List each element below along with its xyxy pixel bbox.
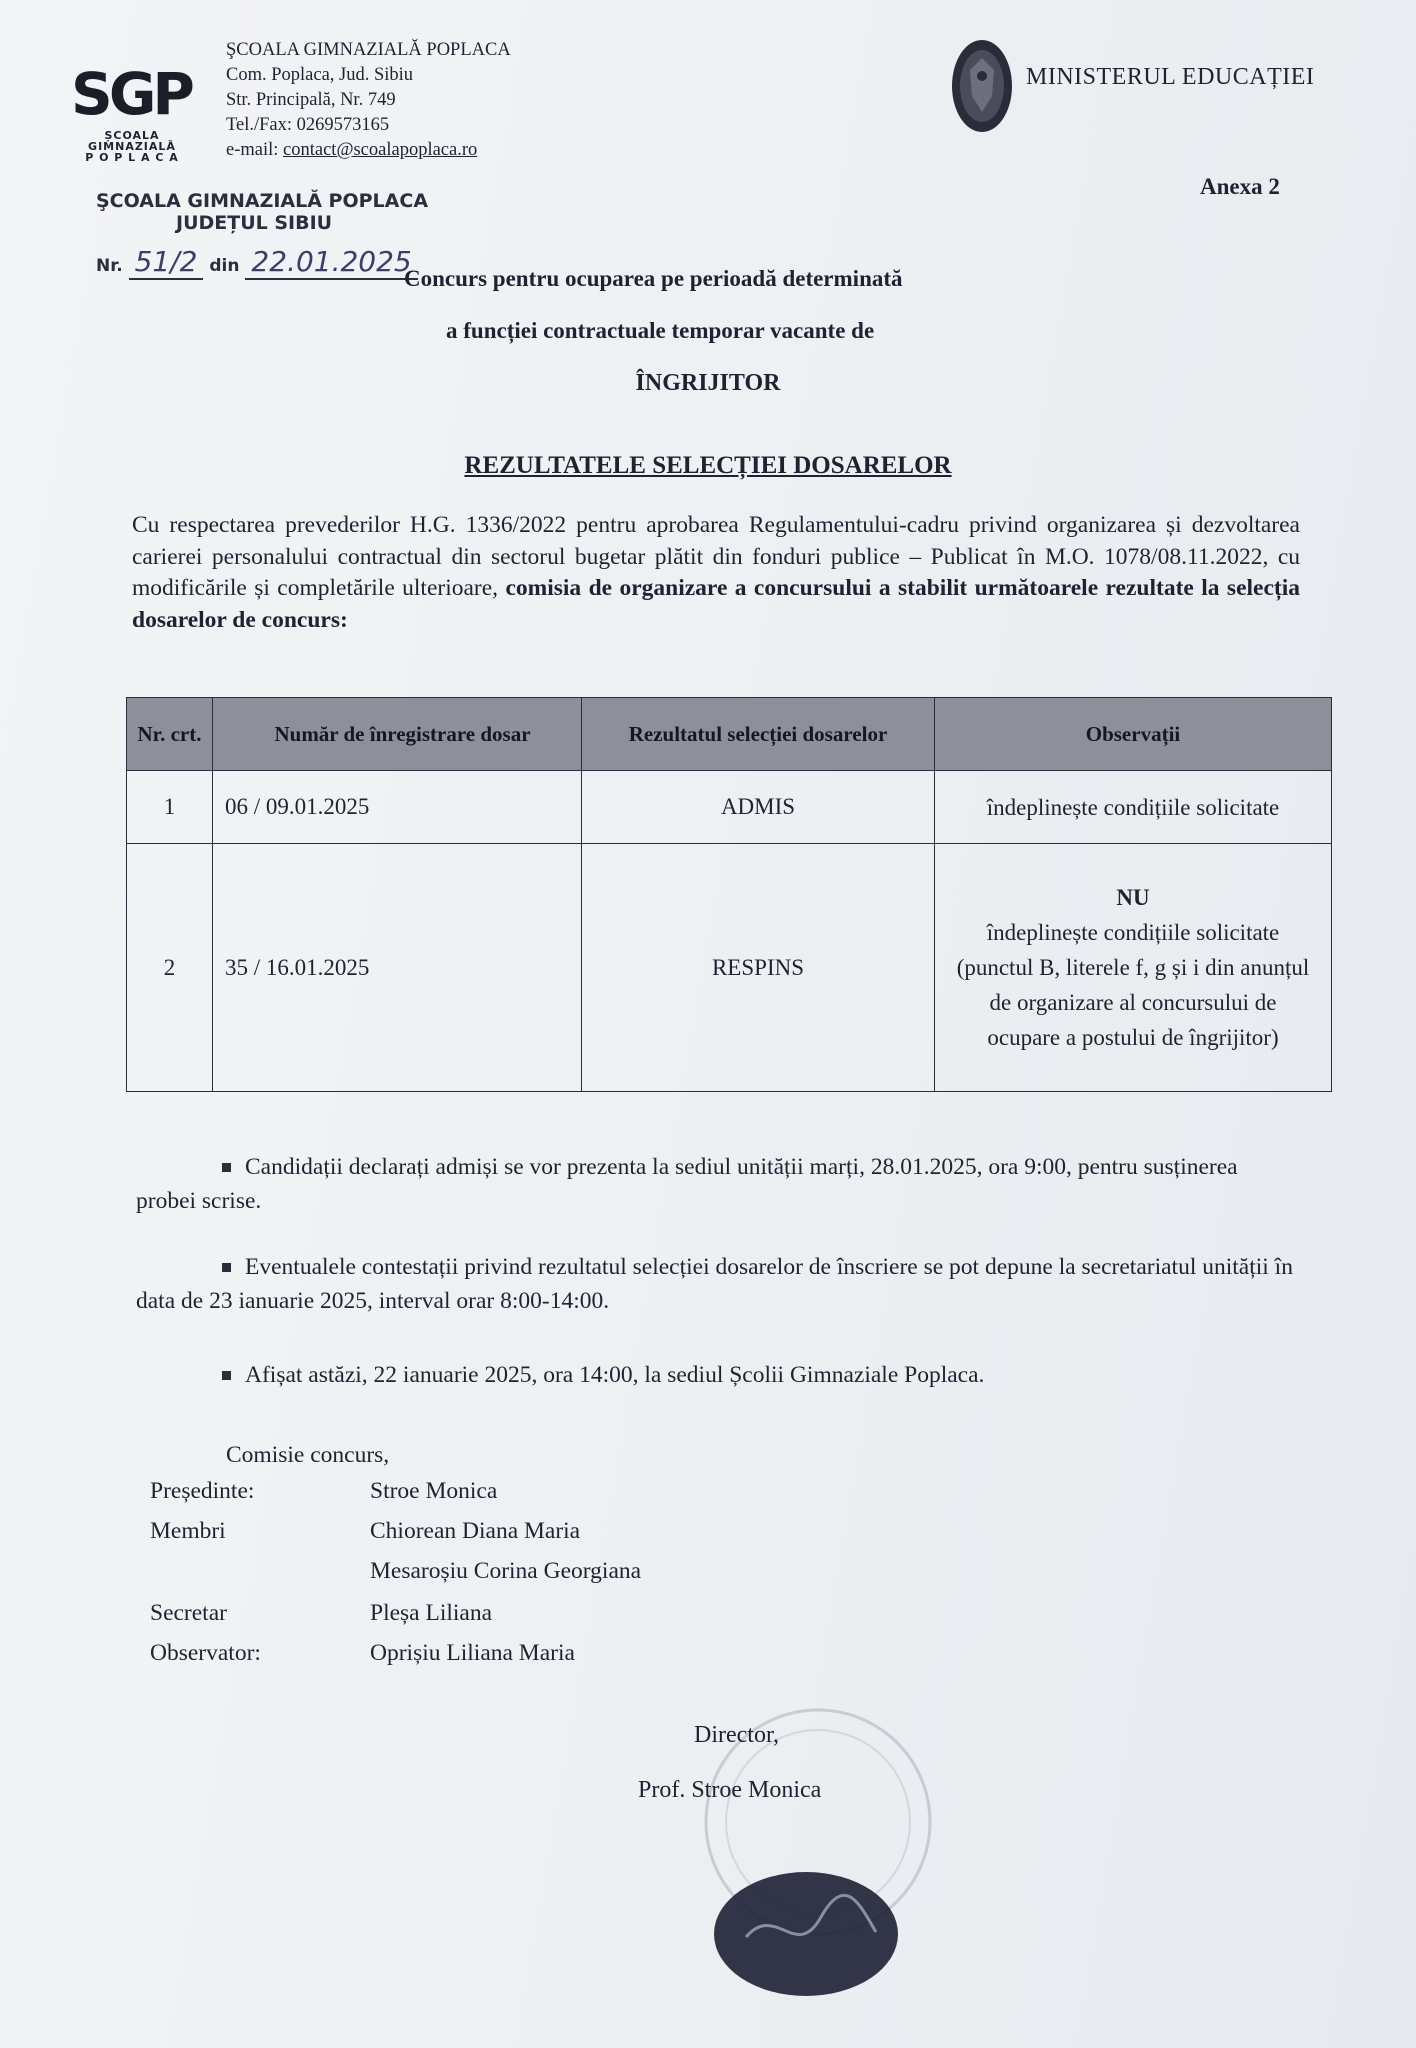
school-street: Str. Principală, Nr. 749 <box>226 90 396 110</box>
section-title-text: REZULTATELE SELECȚIEI DOSARELOR <box>464 452 952 479</box>
ministry-crest-icon <box>950 36 1014 136</box>
president-role: Președinte: <box>150 1478 255 1504</box>
annex-label: Anexa 2 <box>1200 174 1280 199</box>
header-registration: Număr de înregistrare dosar <box>213 698 582 771</box>
bullet-square-icon <box>222 1163 231 1172</box>
director-title: Director, <box>694 1722 779 1748</box>
row-result: ADMIS <box>582 771 935 844</box>
logo-caption-line: P O P L A C A <box>85 151 179 164</box>
members-role: Membri <box>150 1518 226 1544</box>
bullet-item <box>136 1250 1302 1318</box>
bullet-square-icon <box>222 1263 231 1272</box>
contest-title-line1: Concurs pentru ocuparea pe perioadă determinată <box>404 266 903 291</box>
row-registration: 06 / 09.01.2025 <box>213 771 582 844</box>
table-header-row <box>127 698 1332 771</box>
logo-caption-line: ȘCOALA <box>104 129 160 142</box>
school-commune: Com. Poplaca, Jud. Sibiu <box>226 65 414 85</box>
row-observations <box>935 844 1332 1092</box>
contest-title-line2: a funcției contractuale temporar vacante de <box>446 318 875 343</box>
stamp-county: JUDEȚUL SIBIU <box>176 212 333 234</box>
ministry-name: MINISTERUL EDUCAȚIEI <box>1026 64 1315 90</box>
secretary-name: Pleșa Liliana <box>370 1600 493 1626</box>
registration-number: 51/2 <box>129 245 204 280</box>
row-nr: 1 <box>127 771 213 844</box>
school-email-link[interactable]: contact@scoalapoplaca.ro <box>283 140 478 160</box>
bullet-item <box>222 1358 984 1392</box>
row-registration: 35 / 16.01.2025 <box>213 844 582 1092</box>
bullet-text: Afișat astăzi, 22 ianuarie 2025, ora 14:00, la sediul Școlii Gimnaziale Poplaca. <box>245 1362 985 1388</box>
bullet-text: Candidații declarați admiși se vor prezenta la sediul unității marți, 28.01.2025, ora 9:00, pentru susținerea probei scrise. <box>136 1154 1238 1214</box>
din-label: din <box>209 256 240 276</box>
row-result: RESPINS <box>582 844 935 1092</box>
section-title <box>0 452 1416 480</box>
header-observations: Observații <box>935 698 1332 771</box>
school-logo-caption <box>52 130 212 163</box>
nr-label: Nr. <box>96 256 123 276</box>
bullet-text: Eventualele contestații privind rezultatul selecției dosarelor de înscriere se pot depune la secretariatul unității în data de 23 ianuarie 2025, interval orar 8:00-14:00. <box>136 1254 1293 1314</box>
registration-number-line <box>96 245 418 280</box>
president-name: Stroe Monica <box>370 1478 498 1504</box>
director-name: Prof. Stroe Monica <box>638 1777 822 1803</box>
header-result: Rezultatul selecției dosarelor <box>582 698 935 771</box>
secretary-role: Secretar <box>150 1600 227 1626</box>
school-phone: Tel./Fax: 0269573165 <box>226 115 390 135</box>
stamp-school: ŞCOALA GIMNAZIALĂ POPLACA <box>96 190 429 212</box>
row-nr: 2 <box>127 844 213 1092</box>
member-name: Mesaroșiu Corina Georgiana <box>370 1558 642 1584</box>
school-logo-icon <box>66 60 196 130</box>
school-logo-text: SGP <box>71 60 191 128</box>
table-row <box>127 771 1332 844</box>
obs-details: (punctul B, literele f, g și i din anunțul de organizare al concursului de ocupare a postului de îngrijitor) <box>956 955 1310 1050</box>
row-observations: îndeplinește condițiile solicitate <box>935 771 1332 844</box>
results-table <box>126 697 1332 1092</box>
registration-date: 22.01.2025 <box>245 245 417 280</box>
email-label: e-mail: <box>226 140 284 160</box>
table-row <box>127 844 1332 1092</box>
school-name: ŞCOALA GIMNAZIALĂ POPLACA <box>226 40 511 60</box>
committee-heading: Comisie concurs, <box>226 1442 390 1468</box>
registration-stamp <box>96 190 428 234</box>
intro-paragraph <box>132 510 1300 636</box>
obs-not: NU <box>1116 885 1150 910</box>
header-nr: Nr. crt. <box>127 698 213 771</box>
intro-text: Cu respectarea prevederilor H.G. 1336/2022 pentru aprobarea Regulamentului-cadru privind organizarea și dezvoltarea carierei personalului contractual din sectorul bugetar plătit din fonduri publice – Publicat în M.O. 1078/08.11.2022, cu modificările și completările ulterioare, <box>132 512 1300 601</box>
bullet-item <box>136 1150 1302 1218</box>
observer-role: Observator: <box>150 1640 261 1666</box>
logo-caption-line: GIMNAZIALĂ <box>88 140 176 153</box>
observer-name: Oprișiu Liliana Maria <box>370 1640 575 1666</box>
job-title: ÎNGRIJITOR <box>635 370 781 396</box>
member-name: Chiorean Diana Maria <box>370 1518 581 1544</box>
intro-bold-text: comisia de organizare a concursului a stabilit următoarele rezultate la selecția dosarelor de concurs: <box>132 575 1300 633</box>
school-email-line <box>226 138 511 163</box>
obs-conditions: îndeplinește condițiile solicitate <box>986 920 1280 945</box>
bullet-square-icon <box>222 1371 231 1380</box>
school-info <box>226 38 511 163</box>
